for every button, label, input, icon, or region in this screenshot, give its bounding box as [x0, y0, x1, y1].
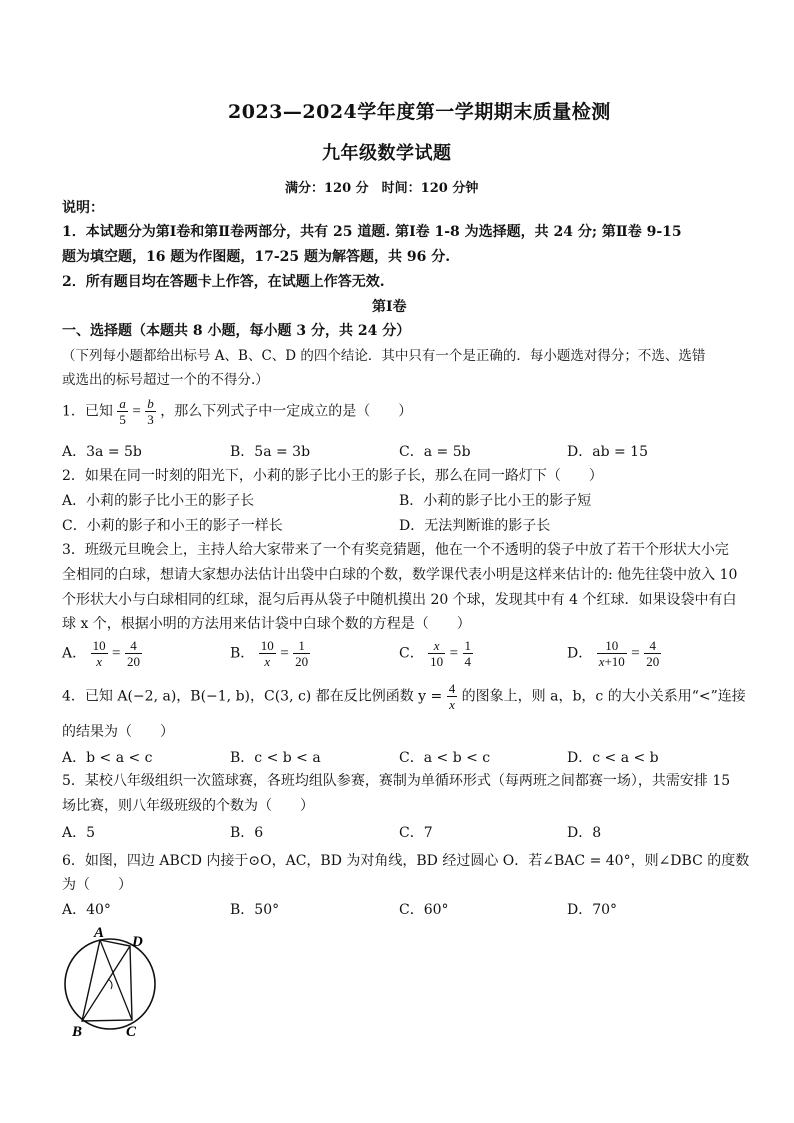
question-6-line-2: 为（ ）: [62, 877, 132, 893]
question-1: 1．已知 $\frac{a}{5}$ = $\frac{b}{3}$ ，那么下列式子中一定成立的是（ ）: [62, 396, 413, 427]
q5-option-b[interactable]: B．6: [230, 825, 264, 841]
question-2: 2．如果在同一时刻的阳光下，小莉的影子比小王的影子长，那么在同一路灯下（ ）: [62, 468, 603, 484]
question-5-line-1: 5．某校八年级组织一次篮球赛，各班均组队参赛，赛制为单循环形式（每两班之间都赛一场），共需安排 15: [62, 773, 731, 789]
q2-option-c[interactable]: C．小莉的影子和小王的影子一样长: [62, 518, 283, 534]
question-3-line-3: 个形状大小与白球相同的红球，混匀后再从袋子中随机摸出 20 个球，发现其中有 4 个红球．如果设袋中有白: [62, 592, 737, 608]
exam-title: 2023—2024学年度第一学期期末质量检测: [228, 101, 611, 123]
q1-fraction-b-3: $\frac{b}{3}$: [147, 396, 154, 427]
q3-option-d-label: D．: [567, 645, 593, 662]
q2-option-d[interactable]: D．无法判断谁的影子长: [399, 518, 551, 534]
q5-option-c[interactable]: C．7: [399, 825, 433, 841]
q4-text-a: 4．已知 A(−2, a)，B(−1, b)，C(3, c) 都在反比例函数 y =: [62, 688, 443, 705]
point-label-d: D: [132, 934, 143, 950]
question-6-line-1: 6．如图，四边 ABCD 内接于⊙O，AC，BD 为对角线，BD 经过圆心 O．若∠BAC = 40°，则∠DBC 的度数: [62, 853, 750, 869]
q2-option-a[interactable]: A．小莉的影子比小王的影子长: [62, 493, 255, 509]
question-3-line-1: 3．班级元旦晚会上，主持人给大家带来了一个有奖竞猜题，他在一个不透明的袋子中放了若干个形状大小完: [62, 542, 729, 558]
point-label-b: B: [72, 1024, 83, 1040]
section-note-line-1: （下列每小题都给出标号 A、B、C、D 的四个结论．其中只有一个是正确的．每小题选对得分；不选、选错: [62, 348, 706, 364]
q1-fraction-a-5: $\frac{a}{5}$: [119, 396, 126, 427]
section-note-line-2: 或选出的标号超过一个的不得分.）: [62, 372, 269, 388]
q1-option-d[interactable]: D．ab = 15: [567, 444, 648, 460]
q6-option-d[interactable]: D．70°: [567, 902, 618, 918]
part-label: 第Ⅰ卷: [372, 299, 407, 315]
question-4-line-2: 的结果为（ ）: [62, 724, 174, 740]
instruction-item-1-line-2: 题为填空题，16 题为作图题，17-25 题为解答题，共 96 分.: [62, 249, 451, 265]
q4-option-c[interactable]: C．a < b < c: [399, 750, 491, 766]
circle-o: [65, 939, 155, 1029]
q1-option-b[interactable]: B．5a = 3b: [230, 444, 311, 460]
q4-text-b: 的图象上，则 a，b，c 的大小关系用“<”连接: [461, 688, 746, 705]
q6-option-b[interactable]: B．50°: [230, 902, 280, 918]
q3-option-c[interactable]: C． $\frac{x}{10}$ = $\frac{1}{4}$: [399, 638, 472, 669]
q1-prefix: 1．已知: [62, 403, 113, 420]
q4-fraction-4-x: $\frac{4}{x}$: [448, 681, 456, 712]
q5-option-a[interactable]: A．5: [62, 825, 96, 841]
q3-option-b-label: B．: [230, 645, 255, 662]
q4-option-a[interactable]: A．b < a < c: [62, 750, 153, 766]
instruction-item-1-line-1: 1．本试题分为第Ⅰ卷和第Ⅱ卷两部分，共有 25 道题. 第Ⅰ卷 1-8 为选择题，共 24 分; 第Ⅱ卷 9-15: [62, 224, 682, 240]
question-4-line-1: [62, 681, 746, 712]
q3-option-a-label: A．: [62, 645, 87, 662]
point-label-c: C: [126, 1024, 137, 1040]
q4-option-b[interactable]: B．c < b < a: [230, 750, 321, 766]
q1-option-c[interactable]: C．a = 5b: [399, 444, 471, 460]
q4-option-d[interactable]: D．c < a < b: [567, 750, 659, 766]
score-time: 满分：120 分 时间：120 分钟: [285, 181, 479, 196]
q1-option-a[interactable]: A．3a = 5b: [62, 444, 142, 460]
instructions-label: 说明：: [62, 200, 104, 216]
q3-option-c-label: C．: [399, 645, 424, 662]
q3-option-b[interactable]: B． $\frac{10}{x}$ = $\frac{1}{20}$: [230, 638, 309, 669]
q2-option-b[interactable]: B．小莉的影子比小王的影子短: [399, 493, 592, 509]
question-3-line-2: 全相同的白球，想请大家想办法估计出袋中白球的个数，数学课代表小明是这样来估计的: 他先往袋中放入 10: [62, 567, 738, 583]
q6-option-c[interactable]: C．60°: [399, 902, 449, 918]
question-3-line-4: 球 x 个，根据小明的方法用来估计袋中白球个数的方程是（ ）: [62, 616, 471, 632]
q3-option-d[interactable]: D． $\frac{10}{x+10}$ = $\frac{4}{20}$: [567, 638, 660, 669]
question-5-line-2: 场比赛，则八年级班级的个数为（ ）: [62, 798, 314, 814]
diagonal-bd: [82, 946, 130, 1021]
section-title: 一、选择题（本题共 8 小题，每小题 3 分，共 24 分）: [62, 323, 411, 339]
instruction-item-2: 2．所有题目均在答题卡上作答，在试题上作答无效.: [62, 274, 385, 290]
q3-option-a[interactable]: A． $\frac{10}{x}$ = $\frac{4}{20}$: [62, 638, 140, 669]
q5-option-d[interactable]: D．8: [567, 825, 602, 841]
q6-circle-figure: [58, 924, 168, 1044]
exam-subtitle: 九年级数学试题: [322, 143, 452, 164]
diagonal-ac: [100, 940, 132, 1020]
point-label-a: A: [94, 925, 105, 941]
q1-suffix: ，那么下列式子中一定成立的是（ ）: [160, 403, 413, 420]
q6-option-a[interactable]: A．40°: [62, 902, 111, 918]
